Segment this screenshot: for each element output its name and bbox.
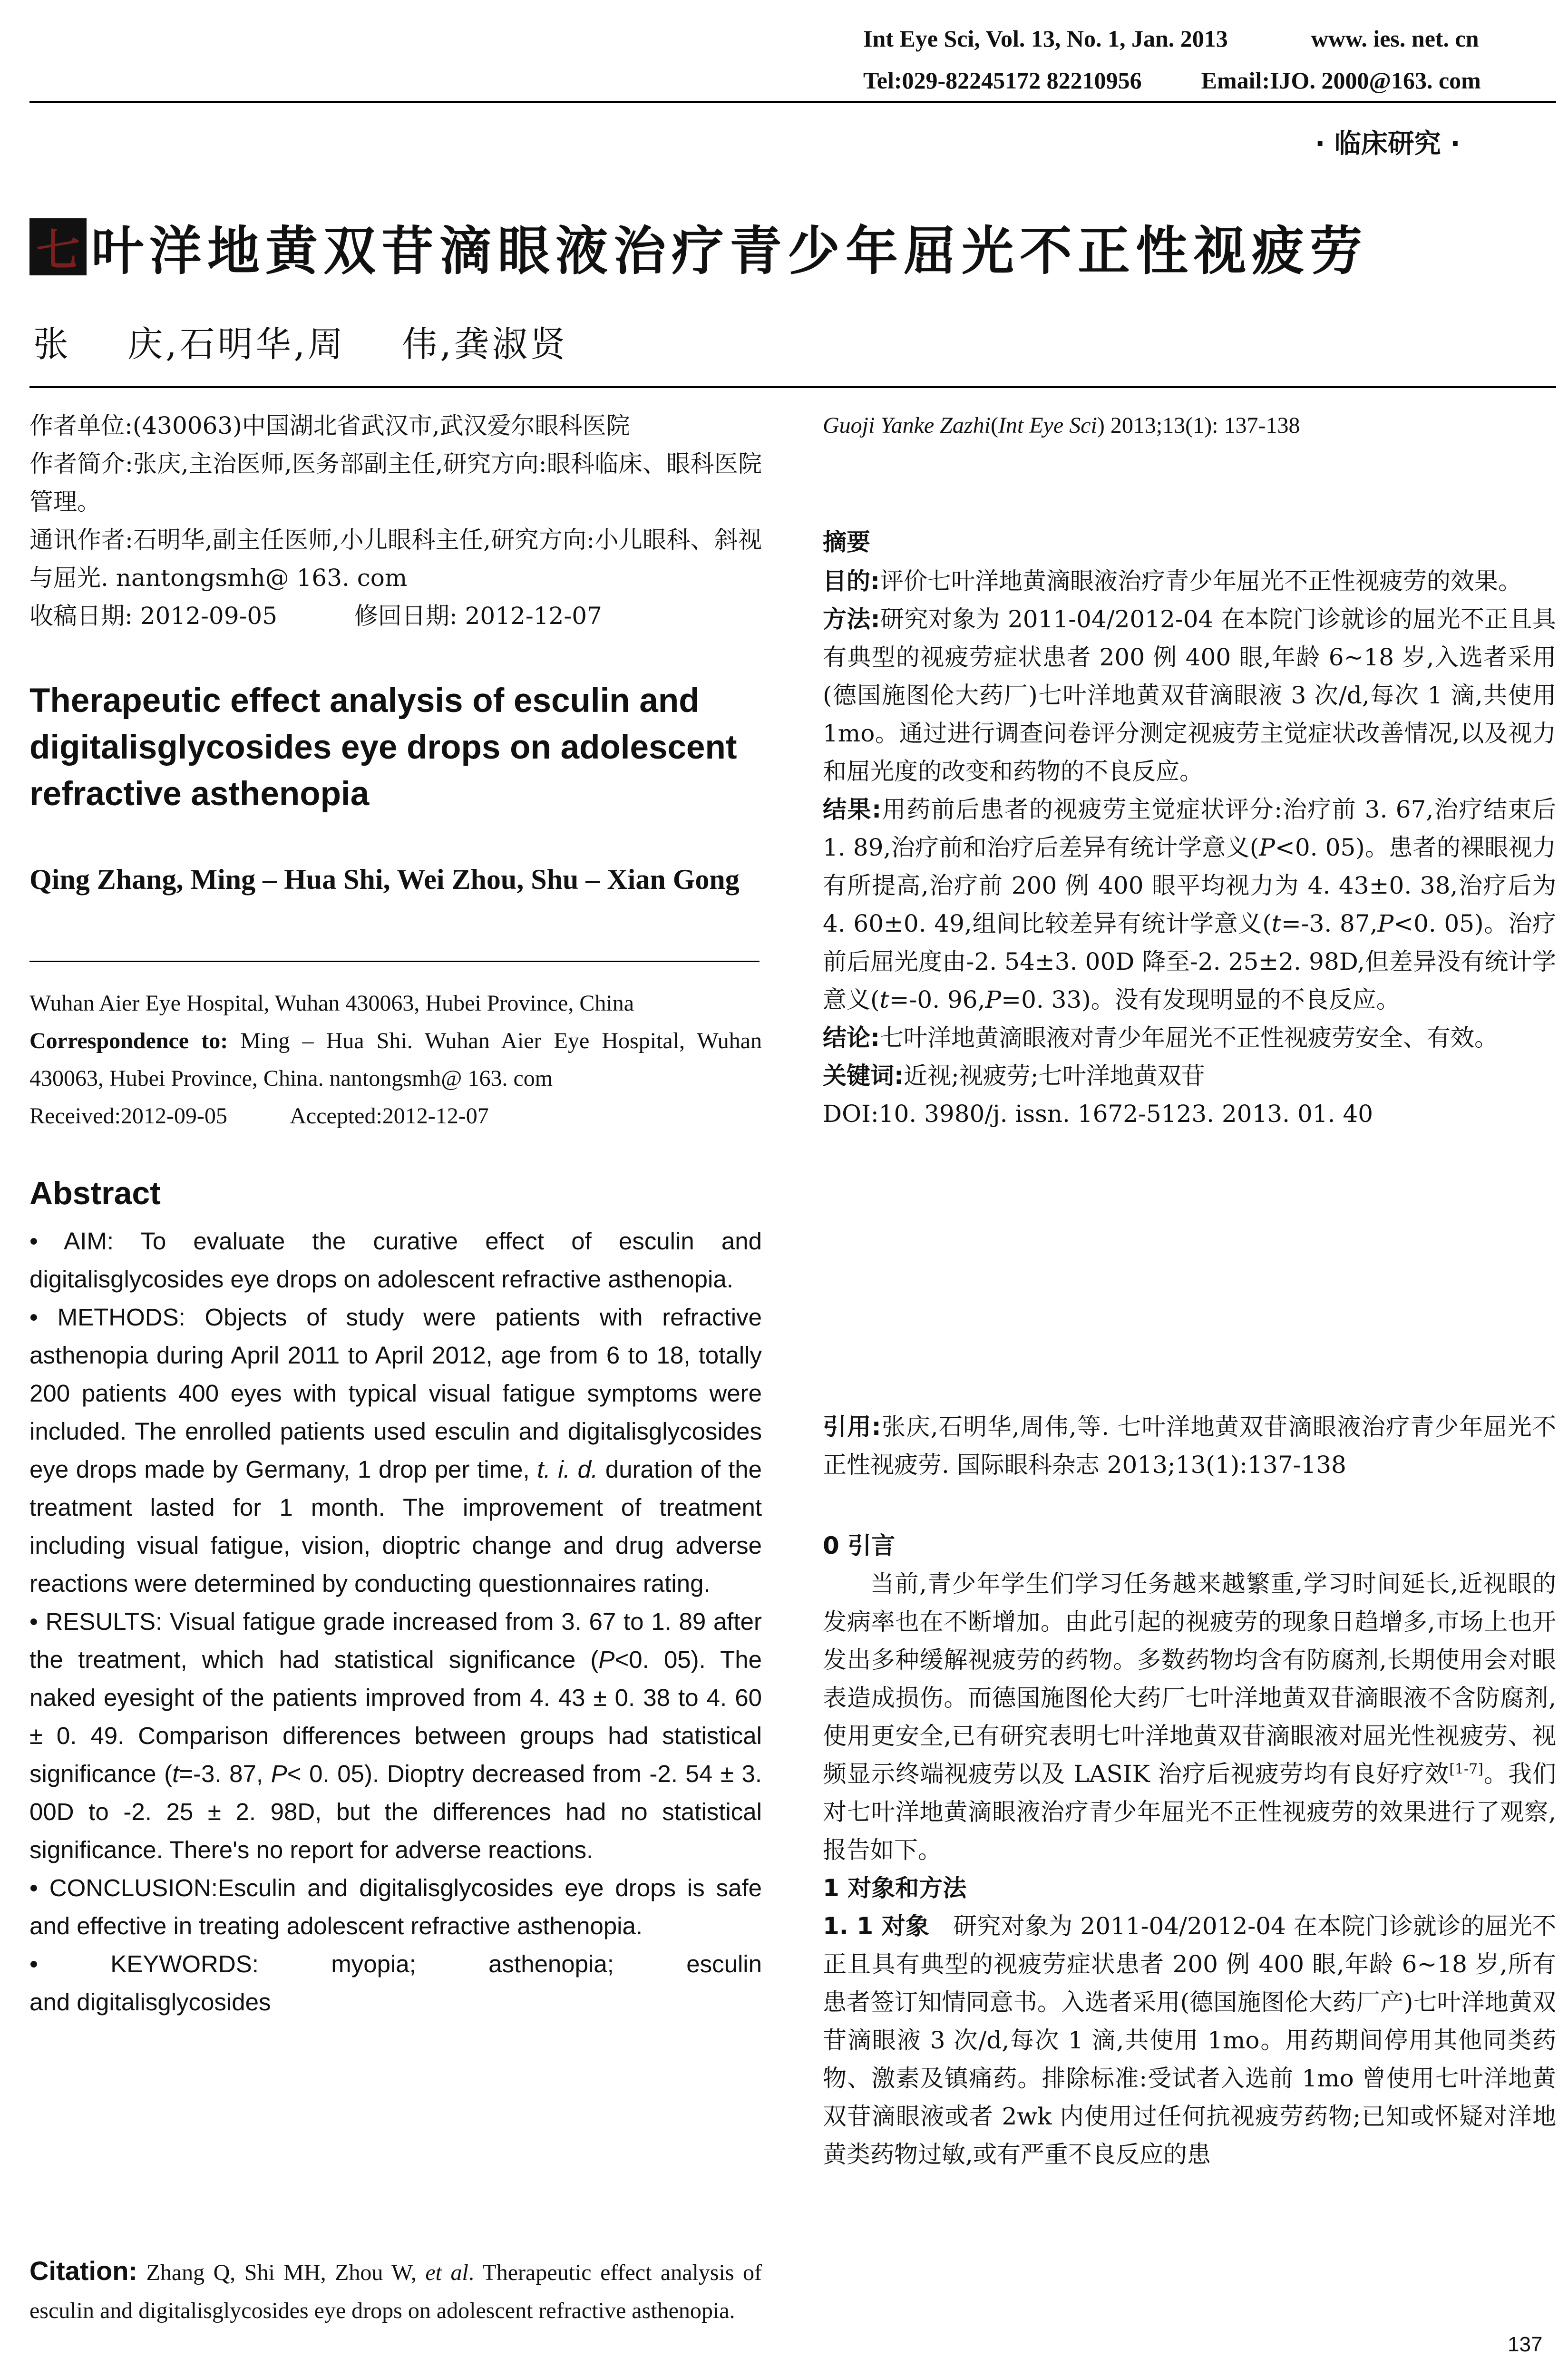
corresponding-author: 通讯作者:石明华,副主任医师,小儿眼科主任,研究方向:小儿眼科、斜视与屈光. nantongsmh@ 163. com: [29, 526, 762, 592]
journal-tel: Tel:029-82245172 82210956: [863, 67, 1142, 94]
dates-en: [29, 1097, 762, 1135]
citation-en: Citation: Zhang Q, Shi MH, Zhou W, et al. Therapeutic effect analysis of esculin and digitalisglycosides eye drops on adolescent refractive asthenopia.: [29, 2256, 762, 2323]
doi: DOI:10. 3980/j. issn. 1672-5123. 2013. 01. 40: [823, 1100, 1373, 1128]
abstract-heading-en: Abstract: [29, 1175, 161, 1211]
intro-paragraph: 当前,青少年学生们学习任务越来越繁重,学习时间延长,近视眼的发病率也在不断增加。由此引起的视疲劳的现象日趋增多,市场上也开发出多种缓解视疲劳的药物。多数药物均含有防腐剂,长期使用会对眼表造成损伤。而德国施图伦大药厂七叶洋地黄双苷滴眼液不含防腐剂,使用更安全,已有研究表明七叶洋地黄双苷滴眼液对屈光性视疲劳、视频显示终端视疲劳以及 LASIK 治疗后视疲劳均有良好疗效[1-7]。我们对七叶洋地黄滴眼液治疗青少年屈光不正性视疲劳的效果进行了观察,报告如下。: [823, 1570, 1556, 1864]
title-boxed-char: 七: [29, 218, 87, 275]
abstract-aim-cn: 目的:评价七叶洋地黄滴眼液治疗青少年屈光不正性视疲劳的效果。: [823, 567, 1522, 595]
correspondence-en: [29, 1022, 762, 1097]
correspondence-text: Ming – Hua Shi. Wuhan Aier Eye Hospital, Wuhan 430063, Hubei Province, China. nantongsmh@ 163. com: [29, 1028, 762, 1091]
abstract-conclusion-cn: 结论:七叶洋地黄滴眼液对青少年屈光不正性视疲劳安全、有效。: [823, 1024, 1498, 1052]
abstract-results-cn: 结果:用药前后患者的视疲劳主觉症状评分:治疗前 3. 67,治疗结束后 1. 89,治疗前和治疗后差异有统计学意义(P<0. 05)。患者的裸眼视力有所提高,治疗前 200 例 400 眼平均视力为 4. 43±0. 38,治疗后为 4. 60±0. 49,组间比较差异有统计学意义(t=-3. 87,P<0. 05)。治疗前后屈光度由-2. 54±3. 00D 降至-2. 25±2. 98D,但差异没有统计学意义(t=-0. 96,P=0. 33)。没有发现明显的不良反应。: [823, 796, 1557, 1013]
abstract-results: • RESULTS: Visual fatigue grade increased from 3. 67 to 1. 89 after the treatment, which had statistical significance (P<0. 05). The naked eyesight of the patients improved from 4. 43 ± 0. 38 to 4. 60 ± 0. 49. Comparison differences between groups had statistical significance (t=-3. 87, P< 0. 05). Dioptry decreased from -2. 54 ± 3. 00D to -2. 25 ± 2. 98D, but the differences had no statistical significance. There's no report for adverse reactions.: [29, 1608, 762, 1863]
title-text: 叶洋地黄双苷滴眼液治疗青少年屈光不正性视疲劳: [91, 221, 1368, 282]
received-date-en: Received:2012-09-05: [29, 1103, 227, 1129]
abstract-cn: [823, 523, 1556, 1133]
abstract-heading-cn: 摘要: [823, 528, 870, 556]
correspondence-label: Correspondence to:: [29, 1028, 228, 1053]
author-unit: 作者单位:(430063)中国湖北省武汉市,武汉爱尔眼科医院: [29, 412, 630, 439]
citation-label-cn: 引用:: [823, 1413, 881, 1441]
affiliation-en: [29, 984, 762, 1135]
header-rule: [29, 101, 1556, 103]
citation-en-continued: Guoji Yanke Zazhi(Int Eye Sci) 2013;13(1): 137-138: [823, 413, 1300, 438]
affiliation-line: Wuhan Aier Eye Hospital, Wuhan 430063, Hubei Province, China: [29, 991, 634, 1016]
journal-contact: [863, 67, 1481, 94]
intro-reference: [1-7]: [1449, 1761, 1483, 1778]
authors-en: Qing Zhang, Ming – Hua Shi, Wei Zhou, Shu – Xian Gong: [29, 864, 740, 895]
journal-website: www. ies. net. cn: [1311, 25, 1479, 52]
intro-heading: 0 引言: [823, 1532, 896, 1559]
title-rule: [29, 386, 1556, 388]
article-title: [29, 209, 1368, 284]
citation-text-cn: 张庆,石明华,周伟,等. 七叶洋地黄双苷滴眼液治疗青少年屈光不正性视疲劳. 国际眼科杂志 2013;13(1):137-138: [823, 1413, 1556, 1479]
abstract-aim: • AIM: To evaluate the curative effect of esculin and digitalisglycosides eye drops on adolescent refractive asthenopia.: [29, 1227, 762, 1293]
citation-cn: [823, 1408, 1556, 1484]
journal-email: Email:IJO. 2000@163. com: [1201, 67, 1481, 94]
abstract-methods-cn: 方法:研究对象为 2011-04/2012-04 在本院门诊就诊的屈光不正且具有典型的视疲劳症状患者 200 例 400 眼,年龄 6~18 岁,入选者采用(德国施图伦大药厂)七叶洋地黄双苷滴眼液 3 次/d,每次 1 滴,共使用 1mo。通过进行调查问卷评分测定视疲劳主觉症状改善情况,以及视力和屈光度的改变和药物的不良反应。: [823, 605, 1556, 785]
abstract-en: [29, 1222, 762, 2021]
section-tag: · 临床研究 ·: [1315, 128, 1461, 159]
journal-info: [863, 25, 1479, 52]
abstract-methods: • METHODS: Objects of study were patients with refractive asthenopia during April 2011 to April 2012, age from 6 to 18, totally 200 patients 400 eyes with typical visual fatigue symptoms were included. The enrolled patients used esculin and digitalisglycosides eye drops made by Germany, 1 drop per time, t. i. d. duration of the treatment lasted for 1 month. The improvement of treatment including visual fatigue, vision, dioptric change and drug adverse reactions were determined by conducting questionnaires rating.: [29, 1304, 762, 1597]
authors-en-rule: [29, 961, 760, 962]
received-date-cn: 收稿日期: 2012-09-05: [29, 602, 278, 630]
authors-cn: 张 庆,石明华,周 伟,龚淑贤: [33, 324, 568, 365]
page-number: 137: [1508, 2333, 1543, 2356]
abstract-conclusion: • CONCLUSION:Esculin and digitalisglycosides eye drops is safe and effective in treating adolescent refractive asthenopia.: [29, 1874, 762, 1939]
keywords-cn: 关键词:近视;视疲劳;七叶洋地黄双苷: [823, 1062, 1205, 1090]
abstract-keywords: • KEYWORDS: myopia; asthenopia; esculin: [29, 1950, 762, 1978]
author-info-cn: [29, 407, 762, 635]
revised-date-cn: 修回日期: 2012-12-07: [354, 602, 602, 630]
title-en: Therapeutic effect analysis of esculin and digitalisglycosides eye drops on adolescent refractive asthenopia: [29, 682, 737, 813]
abstract-keywords-tail: and digitalisglycosides: [29, 1988, 271, 2016]
citation-label-en: Citation:: [29, 2256, 138, 2286]
section1-paragraph: 1. 1 对象 研究对象为 2011-04/2012-04 在本院门诊就诊的屈光不正且具有典型的视疲劳症状患者 200 例 400 眼,年龄 6~18 岁,所有患者签订知情同意书。入选者采用(德国施图伦大药厂产)七叶洋地黄双苷滴眼液 3 次/d,每次 1 滴,共使用 1mo。用药期间停用其他同类药物、激素及镇痛药。排除标准:受试者入选前 1mo 曾使用七叶洋地黄双苷滴眼液或者 2wk 内使用过任何抗视疲劳药物;已知或怀疑对洋地黄类药物过敏,或有严重不良反应的患: [823, 1912, 1556, 2168]
author-bio: 作者简介:张庆,主治医师,医务部副主任,研究方向:眼科临床、眼科医院管理。: [29, 450, 762, 516]
dates-cn: [29, 597, 762, 635]
section1-heading: 1 对象和方法: [823, 1874, 967, 1902]
journal-citation: Int Eye Sci, Vol. 13, No. 1, Jan. 2013: [863, 25, 1228, 52]
introduction: [823, 1527, 1556, 2173]
accepted-date-en: Accepted:2012-12-07: [290, 1103, 489, 1129]
